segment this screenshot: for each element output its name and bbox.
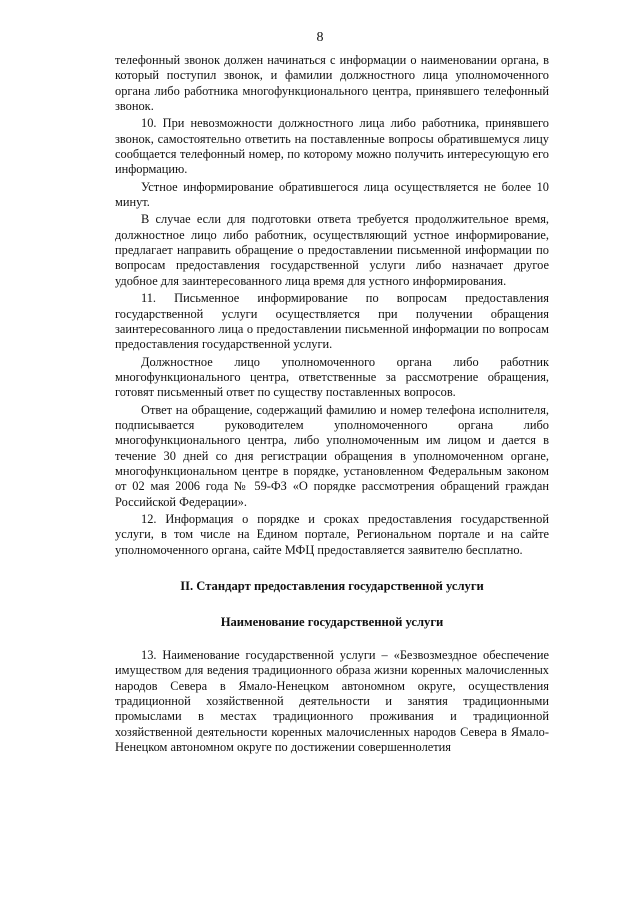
paragraph-4: В случае если для подготовки ответа требуется продолжительное время, должностное лицо либо работник, осуществляющий устное информирование, предлагает направить обращение о предоставлении письменной информации по вопросам предоставления государственной услуги либо назначает другое удобное для заинтересованного лица время для устного информирования.	[115, 212, 549, 288]
paragraph-3: Устное информирование обратившегося лица осуществляется не более 10 минут.	[115, 179, 549, 210]
paragraph-5: 11. Письменное информирование по вопросам предоставления государственной услуги осуществляется при получении обращения заинтересованного лица о предоставлении письменной информации по вопросам предоставления государственной услуги.	[115, 291, 549, 352]
paragraph-8: 12. Информация о порядке и сроках предоставления государственной услуги, в том числе на Едином портале, Региональном портале и на сайте уполномоченного органа, сайте МФЦ предоставляется заявителю бесплатно.	[115, 511, 549, 557]
section-title: II. Стандарт предоставления государственной услуги	[180, 579, 484, 593]
subsection-title: Наименование государственной услуги	[220, 615, 444, 629]
paragraph-7: Ответ на обращение, содержащий фамилию и номер телефона исполнителя, подписывается руководителем уполномоченного органа либо многофункционального центра, либо уполномоченным им лицом и дается в течение 30 дней со дня регистрации обращения в уполномоченном органе, многофункциональном центре в порядке, установленном Федеральным законом от 02 мая 2006 года № 59-ФЗ «О порядке рассмотрения обращений граждан Российской Федерации».	[115, 402, 549, 509]
paragraph-1: телефонный звонок должен начинаться с информации о наименовании органа, в который поступил звонок, и фамилии должностного лица уполномоченного органа либо работника многофункционального центра, принявшего телефонный звонок.	[115, 53, 549, 114]
paragraph-6: Должностное лицо уполномоченного органа либо работник многофункционального центра, ответственные за рассмотрение обращения, готовят письменный ответ по существу поставленных вопросов.	[115, 354, 549, 400]
paragraph-9: 13. Наименование государственной услуги – «Безвозмездное обеспечение имуществом для ведения традиционного образа жизни коренных малочисленных народов Севера в Ямало-Ненецком автономном округе, осуществления традиционной хозяйственной деятельности и занятия традиционными промыслами в местах традиционного проживания и традиционной хозяйственной деятельности коренных малочисленных народов Севера в Ямало-Ненецком автономном округе по достижении совершеннолетия	[115, 648, 549, 755]
page-number: 8	[316, 30, 324, 45]
paragraph-2: 10. При невозможности должностного лица либо работника, принявшего звонок, самостоятельно ответить на поставленные вопросы обратившемуся лицу сообщается телефонный номер, по которому можно получить интересующую его информацию.	[115, 116, 549, 177]
page-content	[115, 53, 549, 755]
